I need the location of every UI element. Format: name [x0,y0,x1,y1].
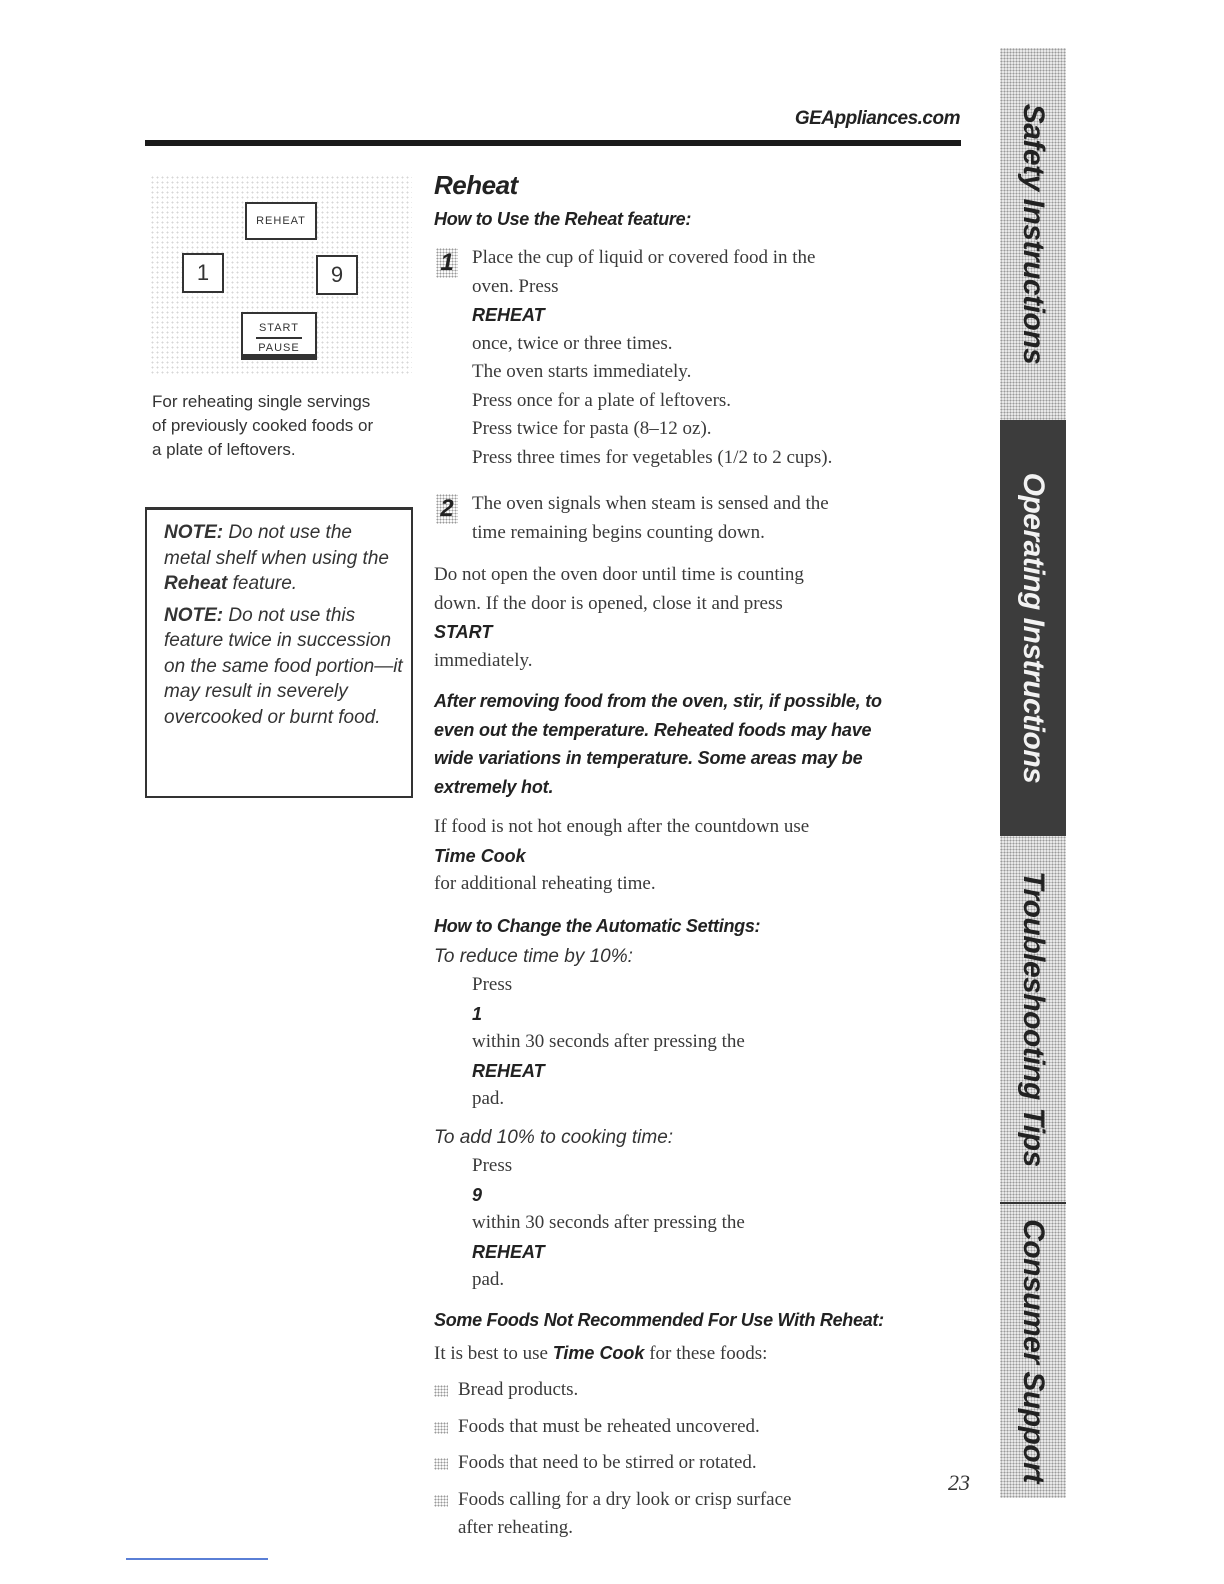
number-9-key: 9 [316,255,358,295]
not-recommended-heading: Some Foods Not Recommended For Use With Reheat: [434,1309,884,1330]
tab-label: Safety Instructions [1017,103,1050,365]
main-content [434,168,964,1543]
tab-operating-instructions[interactable] [1000,420,1066,836]
keypad-caption [152,390,414,462]
keypad-illustration [150,175,412,375]
add-time-instructions [434,1152,964,1295]
caption-line: a plate of leftovers. [152,440,296,459]
note-label: NOTE: [164,522,224,543]
instruction-line [472,971,964,1057]
step-number-badge: 2 [436,494,458,524]
step-2 [434,490,964,547]
intro-text: for these foods: [644,1342,768,1364]
instruction-text: Press [472,974,513,995]
bullet-icon [434,1422,448,1434]
step-line: Press once for a plate of leftovers. [472,389,732,411]
tab-label: Troubleshooting Tips [1017,871,1050,1167]
instruction-line [472,1152,964,1238]
instruction-text: within 30 seconds after pressing the [472,1031,745,1052]
paragraph-line: down. If the door is opened, close it and press [434,592,783,614]
instruction-line [472,1057,964,1114]
note-text: feature. [227,573,298,594]
step-1-text [472,244,964,472]
instruction-text: Press [472,1155,513,1176]
step-text: oven. Press [472,275,559,297]
tab-label: Operating Instructions [1017,472,1050,784]
header-rule [145,140,961,146]
how-to-use-heading: How to Use the Reheat feature: [434,209,692,229]
bullet-icon [434,1458,448,1470]
bullet-icon [434,1495,448,1507]
warning-line: extremely hot. [434,776,554,797]
list-item [434,1449,964,1478]
step-2-text [472,490,964,547]
section-tabs [1000,48,1066,1498]
intro-text: It is best to use [434,1342,553,1364]
step-line: The oven signals when steam is sensed and the [472,493,829,514]
paragraph-text: immediately. [434,649,533,671]
page-title: Reheat [434,170,518,200]
pause-label: PAUSE [258,342,300,354]
paragraph-line: If food is not hot enough after the countdown use [434,816,810,837]
warning-line: wide variations in temperature. Some areas may be [434,748,863,768]
warning-line: even out the temperature. Reheated foods may have [434,719,872,740]
page-number: 23 [948,1470,970,1495]
step-line: Press twice for pasta (8–12 oz). [472,418,712,439]
caption-line: For reheating single servings [152,392,371,411]
reduce-time-instructions [434,971,964,1114]
paragraph-text: for additional reheating time. [434,873,656,894]
list-item-text: after reheating. [458,1517,573,1538]
list-item [434,1376,964,1405]
note-succession [164,603,403,731]
step-text: once, twice or three times. [472,332,673,354]
door-paragraph [434,561,964,675]
paragraph-line [434,842,964,899]
site-url: GEAppliances.com [794,108,960,129]
caption-line: of previously cooked foods or [152,416,374,435]
reheat-key: REHEAT [245,202,317,240]
reheat-keyword: REHEAT [472,1060,545,1081]
temperature-warning [434,687,964,801]
reduce-time-subheading: To reduce time by 10%: [434,945,633,967]
paragraph-line: Do not open the oven door until time is counting [434,564,804,585]
add-time-subheading: To add 10% to cooking time: [434,1126,674,1148]
step-line: Press three times for vegetables (1/2 to 2 cups). [472,446,833,468]
instruction-line [472,1238,964,1295]
warning-line: After removing food from the oven, stir, if possible, to [434,691,882,711]
not-recommended-intro [434,1339,964,1369]
time-cook-keyword: Time Cook [552,1342,645,1363]
step-line [472,273,964,359]
footer-line [126,1558,268,1560]
instruction-text: within 30 seconds after pressing the [472,1212,745,1233]
key-1-keyword: 1 [472,1003,483,1024]
instruction-text: pad. [472,1269,505,1290]
reheat-keyword: REHEAT [472,305,545,325]
instruction-text: pad. [472,1088,505,1109]
list-item-text: Bread products. [458,1379,579,1400]
list-item-text: Foods calling for a dry look or crisp surface [458,1488,792,1510]
time-cook-keyword: Time Cook [434,845,526,866]
step-line: The oven starts immediately. [472,361,692,382]
paragraph-line [434,618,964,675]
key-9-keyword: 9 [472,1184,483,1205]
note-text: Do not use this feature twice in succession on the same food portion—it may result in severely overcooked or burnt food. [164,604,403,728]
note-label: NOTE: [164,604,224,626]
step-line: time remaining begins counting down. [472,521,765,543]
step-line: Place the cup of liquid or covered food in the [472,247,816,268]
not-hot-paragraph [434,813,964,899]
start-label: START [258,322,300,334]
note-box [145,507,413,798]
reheat-keyword: REHEAT [472,1241,545,1262]
tab-label: Consumer Support [1017,1219,1050,1483]
note-keyword: Reheat [164,573,228,594]
tab-consumer-support[interactable] [1000,1204,1066,1498]
tab-safety-instructions[interactable] [1000,48,1066,420]
start-pause-divider [256,337,302,339]
step-1 [434,244,964,472]
note-text: Do not use the metal shelf when using the [164,522,389,569]
list-item-text: Foods that need to be stirred or rotated. [458,1452,757,1473]
list-item-text: Foods that must be reheated uncovered. [458,1415,760,1437]
change-settings-heading: How to Change the Automatic Settings: [434,915,761,936]
step-number-badge: 1 [436,248,458,278]
note-shelf [164,520,403,597]
list-item [434,1413,964,1442]
list-item [434,1486,964,1543]
number-1-key: 1 [182,253,224,293]
start-pause-bar [243,354,315,358]
bullet-icon [434,1385,448,1397]
start-keyword: START [434,622,493,642]
tab-troubleshooting-tips[interactable] [1000,836,1066,1202]
start-pause-key [241,312,317,360]
